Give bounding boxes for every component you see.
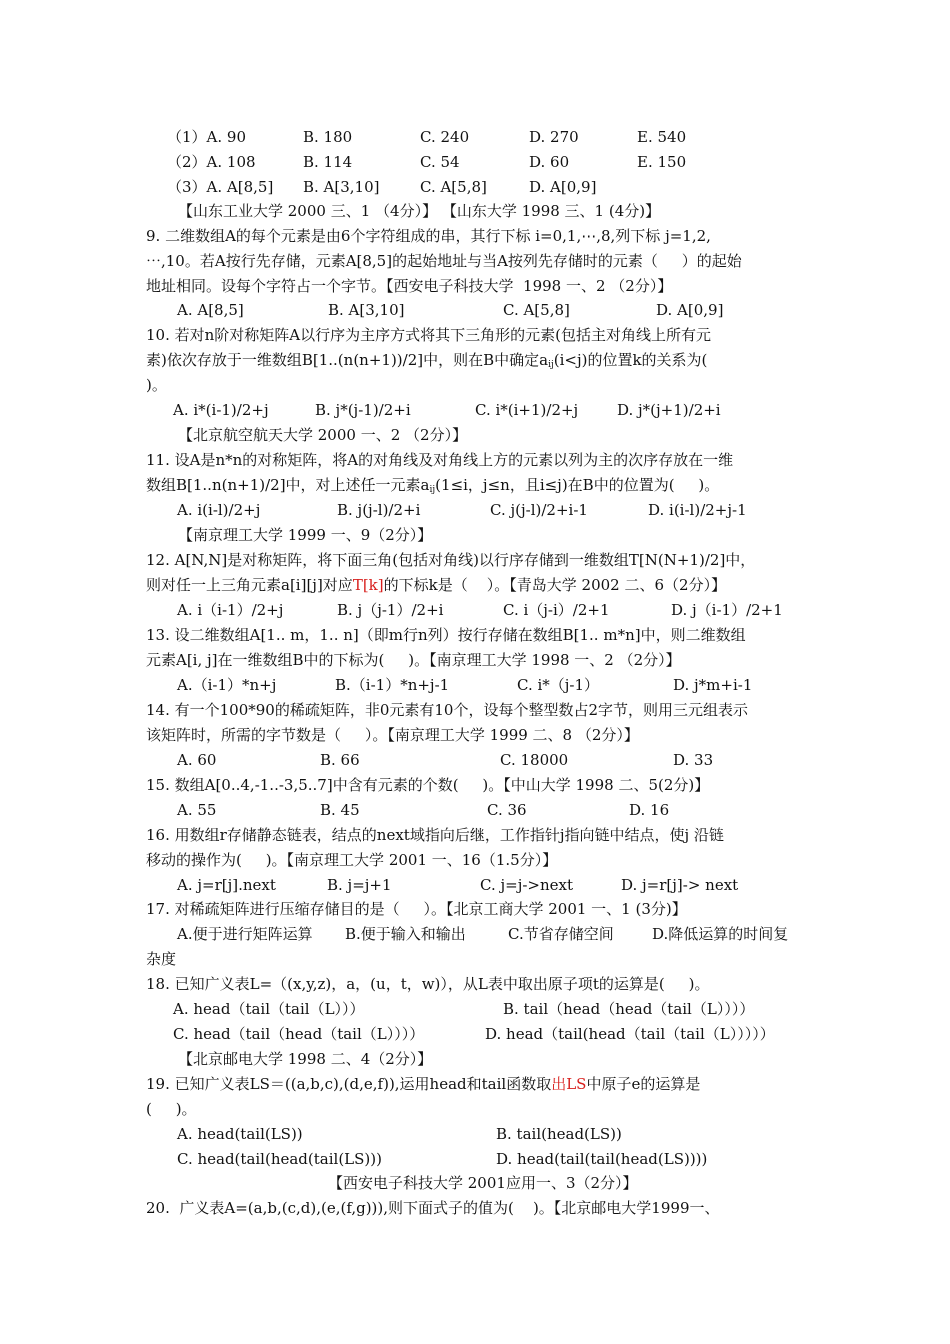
- q15-option-b: B. 45: [320, 801, 360, 819]
- q17-option-c: C.节省存储空间: [508, 925, 614, 943]
- q11-option-c: C. j(j-l)/2+i-1: [490, 501, 588, 519]
- q9-option-b: B. A[3,10]: [328, 301, 405, 319]
- q10-source: 【北京航空航天大学 2000 一、2 （2分）】: [178, 426, 468, 444]
- q8-option-2d: D. 60: [529, 153, 570, 171]
- q8-option-1d: D. 270: [529, 128, 579, 146]
- q14-option-b: B. 66: [320, 751, 360, 769]
- q9-line-2: ⋯,10。若A按行先存储，元素A[8,5]的起始地址与当A按列先存储时的元素（ ）的起始: [146, 252, 742, 270]
- q8-option-2c: C. 54: [420, 153, 460, 171]
- q13-option-a: A.（i-1）*n+j: [177, 676, 277, 694]
- q10-line-1: 10. 若对n阶对称矩阵A以行序为主序方式将其下三角形的元素(包括主对角线上所有元: [146, 326, 711, 344]
- q15-option-d: D. 16: [629, 801, 670, 819]
- q16-option-b: B. j=j+1: [327, 876, 392, 894]
- q19-option-c: C. head(tail(head(tail(LS))): [177, 1150, 382, 1168]
- q16-line-1: 16. 用数组r存储静态链表，结点的next域指向后继，工作指针j指向链中结点，使j 沿链: [146, 826, 724, 844]
- q13-option-b: B.（i-1）*n+j-1: [335, 676, 450, 694]
- q18-option-b: B. tail（head（head（tail（L））））: [503, 1000, 755, 1018]
- q13-line-1: 13. 设二维数组A[1.. m，1.. n]（即m行n列）按行存储在数组B[1.. m*n]中，则二维数组: [146, 626, 746, 644]
- q12-option-a: A. i（i-1）/2+j: [177, 601, 284, 619]
- q14-option-a: A. 60: [177, 751, 217, 769]
- q10-option-d: D. j*(j+1)/2+i: [617, 401, 721, 419]
- q19-source: 【西安电子科技大学 2001应用一、3（2分）】: [328, 1174, 638, 1192]
- q12-option-c: C. i（j-i）/2+1: [503, 601, 610, 619]
- q11-option-a: A. i(i-l)/2+j: [177, 501, 261, 519]
- q19-line-1: 19. 已知广义表LS＝((a,b,c),(d,e,f)),运用head和tail函数取出LS中原子e的运算是: [146, 1075, 701, 1093]
- q12-option-d: D. j（i-1）/2+1: [671, 601, 783, 619]
- q9-option-a: A. A[8,5]: [177, 301, 244, 319]
- q19-option-b: B. tail(head(LS)): [496, 1125, 622, 1143]
- q11-option-b: B. j(j-l)/2+i: [337, 501, 421, 519]
- q14-line-1: 14. 有一个100*90的稀疏矩阵，非0元素有10个，设每个整型数占2字节，则用三元组表示: [146, 701, 749, 719]
- q16-option-c: C. j=j->next: [480, 876, 574, 894]
- q20-line-1: 20. 广义表A=(a,b,(c,d),(e,(f,g))),则下面式子的值为( )。【北京邮电大学1999一、: [146, 1199, 720, 1217]
- q8-option-1c: C. 240: [420, 128, 470, 146]
- q16-option-d: D. j=r[j]-> next: [621, 876, 739, 894]
- q12-highlight: T[k]: [352, 576, 384, 594]
- q9-option-d: D. A[0,9]: [656, 301, 724, 319]
- q14-option-c: C. 18000: [500, 751, 569, 769]
- q10-option-c: C. i*(i+1)/2+j: [475, 401, 579, 419]
- q16-line-2: 移动的操作为( )。【南京理工大学 2001 一、16（1.5分）】: [146, 851, 558, 869]
- q13-option-c: C. i*（j-1）: [517, 676, 600, 694]
- q18-source: 【北京邮电大学 1998 二、4（2分）】: [178, 1050, 433, 1068]
- q15-line-1: 15. 数组A[0..4,-1..-3,5..7]中含有元素的个数( )。【中山大学 1998 二、5(2分)】: [146, 776, 710, 794]
- q10-line-3: )。: [146, 376, 167, 394]
- q13-option-d: D. j*m+i-1: [673, 676, 753, 694]
- q15-option-c: C. 36: [487, 801, 527, 819]
- q19-option-d: D. head(tail(tail(head(LS)))): [496, 1150, 708, 1168]
- q13-line-2: 元素A[i, j]在一维数组B中的下标为( )。【南京理工大学 1998 一、2 （2分）】: [146, 651, 681, 669]
- q11-option-d: D. i(i-l)/2+j-1: [648, 501, 747, 519]
- q14-option-d: D. 33: [673, 751, 714, 769]
- q16-option-a: A. j=r[j].next: [177, 876, 276, 894]
- q11-source: 【南京理工大学 1999 一、9（2分）】: [178, 526, 433, 544]
- q18-option-a: A. head（tail（tail（L）））: [173, 1000, 365, 1018]
- q8-option-3c: C. A[5,8]: [420, 178, 487, 196]
- q17-option-a: A.便于进行矩阵运算: [177, 925, 313, 943]
- q10-option-b: B. j*(j-1)/2+i: [315, 401, 411, 419]
- q19-option-a: A. head(tail(LS)): [177, 1125, 303, 1143]
- q8-option-2b: B. 114: [303, 153, 353, 171]
- q8-option-3b: B. A[3,10]: [303, 178, 380, 196]
- q17-line-1: 17. 对稀疏矩阵进行压缩存储目的是（ ）。【北京工商大学 2001 一、1 (3分)】: [146, 900, 687, 918]
- q8-option-2a: （2）A. 108: [167, 153, 256, 171]
- q8-option-1e: E. 540: [637, 128, 687, 146]
- q8-option-3a: （3）A. A[8,5]: [167, 178, 274, 196]
- q8-option-3d: D. A[0,9]: [529, 178, 597, 196]
- q9-option-c: C. A[5,8]: [503, 301, 570, 319]
- q17-option-d: D.降低运算的时间复: [652, 925, 789, 943]
- q11-line-1: 11. 设A是n*n的对称矩阵，将A的对角线及对角线上方的元素以列为主的次序存放在一维: [146, 451, 734, 469]
- q11-line-2: 数组B[1..n(n+1)/2]中，对上述任一元素$a_{ij}(1\le i$，j≤n，且i≤j)在B中的位置为( )。: [146, 476, 720, 495]
- q17-line-3: 杂度: [146, 950, 177, 968]
- q14-line-2: 该矩阵时，所需的字节数是（ ）。【南京理工大学 1999 二、8 （2分）】: [146, 726, 639, 744]
- q19-highlight: 出LS: [551, 1075, 587, 1093]
- q9-line-1: 9. 二维数组A的每个元素是由6个字符组成的串，其行下标 i=0,1,⋯,8,列下标 j=1,2,: [146, 227, 711, 245]
- q17-option-b: B.便于输入和输出: [345, 925, 466, 943]
- q12-line-1: 12. A[N,N]是对称矩阵，将下面三角(包括对角线)以行序存储到一维数组T[N(N+1)/2]中，: [146, 551, 756, 569]
- q15-option-a: A. 55: [177, 801, 217, 819]
- q8-option-2e: E. 150: [637, 153, 687, 171]
- q18-option-d: D. head（tail(head（tail（tail（L）））））: [485, 1025, 775, 1043]
- q8-option-1a: （1）A. 90: [167, 128, 246, 146]
- q8-source: 【山东工业大学 2000 三、1 （4分）】 【山东大学 1998 三、1 (4分)】: [178, 202, 661, 220]
- q18-line-1: 18. 已知广义表L=（(x,y,z)，a，(u，t，w)），从L表中取出原子项t的运算是( )。: [146, 975, 710, 993]
- q10-option-a: A. i*(i-1)/2+j: [173, 401, 269, 419]
- q18-option-c: C. head（tail（head（tail（L））））: [173, 1025, 425, 1043]
- q9-line-3: 地址相同。设每个字符占一个字节。【西安电子科技大学 1998 一、2 （2分）】: [146, 277, 673, 295]
- q8-option-1b: B. 180: [303, 128, 353, 146]
- q10-line-2: 素)依次存放于一维数组B[1..(n(n+1))/2]中，则在B中确定$a_{ij}(i<j)$的位置k的关系为(: [146, 351, 708, 370]
- q12-line-2: 则对任一上三角元素a[i][j]对应T[k]的下标k是（ ）。【青岛大学 2002 二、6（2分）】: [146, 576, 727, 594]
- q12-option-b: B. j（j-1）/2+i: [337, 601, 444, 619]
- q19-line-2: ( )。: [146, 1100, 197, 1118]
